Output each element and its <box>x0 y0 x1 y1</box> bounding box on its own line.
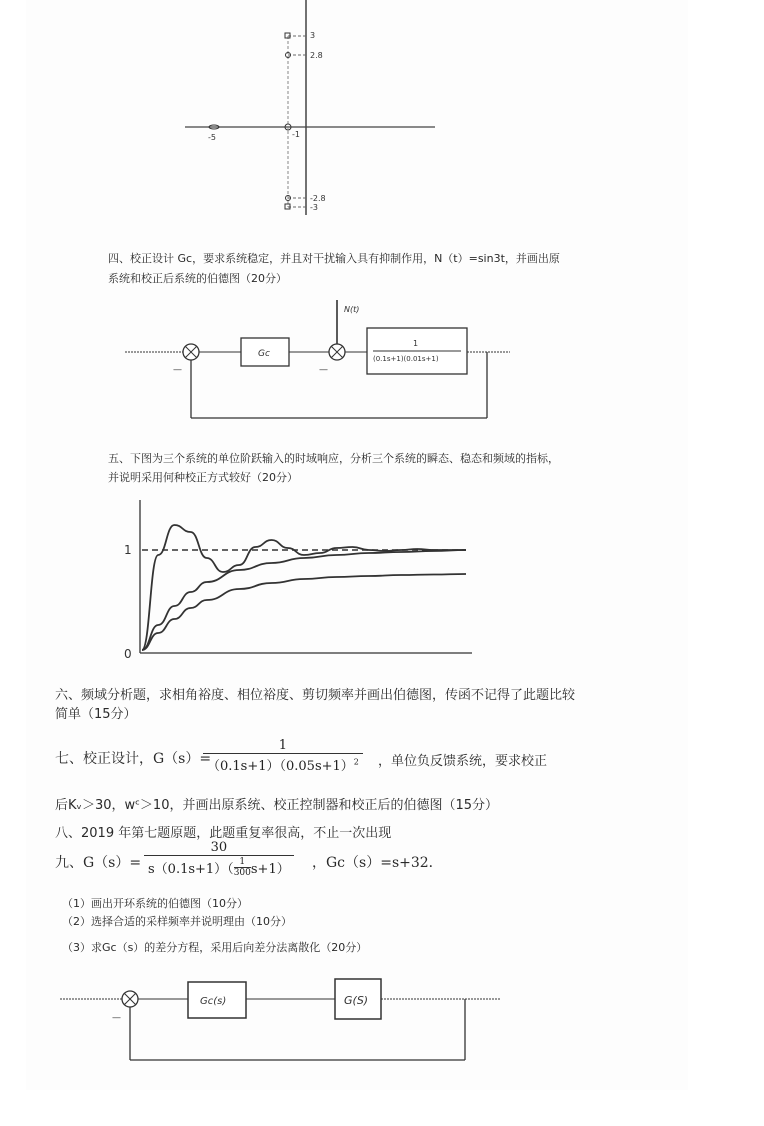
q9-prefix-text: 九、 <box>55 855 83 871</box>
pz-label: 2.8 <box>310 51 323 60</box>
pz-label: -3 <box>310 203 318 212</box>
q7-num: 1 <box>278 738 288 753</box>
q7-den-sup: 2 <box>353 757 359 767</box>
q9-block-diagram <box>60 972 510 1067</box>
q7-fraction <box>203 738 363 774</box>
q9-item-2-score: （10分） <box>245 915 292 928</box>
q6-line2-text: 简单 <box>55 707 82 722</box>
q9-item-2-text: （2）选择合适的采样频率并说明理由 <box>62 915 245 928</box>
minus-sign: — <box>112 1013 121 1023</box>
q6-line2 <box>55 703 137 722</box>
q9-item-3 <box>62 939 367 955</box>
q5-line2-text: 并说明采用何种校正方式较好 <box>108 471 251 484</box>
q8-line: 八、2019 年第七题原题，此题重复率很高，不止一次出现 <box>55 826 392 841</box>
q7-den-text: （0.1s+1）（0.05s+1） <box>207 759 354 774</box>
q5-score: （20分） <box>251 471 298 484</box>
q7-score: （15分） <box>442 798 499 813</box>
series-line-slow <box>142 574 466 650</box>
q4-block-diagram <box>125 298 525 424</box>
minus-sign: — <box>173 365 182 375</box>
q9-item-3-text: （3）求Gc（s）的差分方程，采用后向差分法离散化 <box>62 941 321 954</box>
series-line-underdamped <box>142 525 466 650</box>
q9-den-b: s+1） <box>250 862 290 877</box>
plant-den: (0.1s+1)(0.01s+1) <box>373 355 439 363</box>
step-response-chart <box>110 490 480 670</box>
pz-label: -1 <box>292 130 300 139</box>
q9-fraction <box>144 840 294 878</box>
controller-label: Gc <box>258 349 270 359</box>
q9-item-1-text: （1）画出开环系统的伯德图 <box>62 897 201 910</box>
q5-line1: 五、下图为三个系统的单位阶跃输入的时域响应，分析三个系统的瞬态、稳态和频域的指标， <box>108 452 559 465</box>
controller-label: Gc(s) <box>200 996 227 1007</box>
q9-den <box>144 855 294 878</box>
q9-inner-frac <box>234 857 251 878</box>
q9-inner-den: 300 <box>233 868 251 878</box>
pz-label: -2.8 <box>310 194 326 203</box>
pz-label: -5 <box>208 133 216 142</box>
plant-num: 1 <box>413 339 419 348</box>
y-tick-label: 0 <box>124 647 132 661</box>
q4-line2-text: 系统和校正后系统的伯德图 <box>108 272 240 285</box>
q7-suffix: ，单位负反馈系统，要求校正 <box>378 754 548 769</box>
q9-num: 30 <box>210 840 228 855</box>
q9-item-3-score: （20分） <box>320 941 368 954</box>
q7-line2 <box>55 794 498 813</box>
q9-inner-num: 1 <box>239 857 246 867</box>
q7-prefix <box>55 748 211 768</box>
q7-prefix-text: 七、校正设计， <box>55 751 153 767</box>
pole-zero-plot <box>180 0 440 220</box>
plant-label: G(S) <box>344 994 369 1007</box>
q7-line2-text: 后Kᵥ＞30，wᶜ＞10，并画出原系统、校正控制器和校正后的伯德图 <box>55 798 443 813</box>
disturbance-label: N(t) <box>344 305 360 314</box>
q6-score: （15分） <box>81 707 137 722</box>
q7-den <box>203 753 363 774</box>
series-line-medium <box>142 550 466 650</box>
q9-prefix <box>55 852 141 872</box>
q4-line1: 四、校正设计 Gс，要求系统稳定，并且对干扰输入具有抑制作用，N（t）=sin3t，并画出原 <box>108 252 560 265</box>
y-tick-label: 1 <box>124 543 132 557</box>
q9-gc: ，Gc（s）=s+32． <box>312 855 443 871</box>
q9-den-a: s（0.1s+1）（ <box>148 862 234 877</box>
q7-g-lhs: G（s）= <box>153 751 212 767</box>
q4-score: （20分） <box>240 272 287 285</box>
pz-label: 3 <box>310 31 316 40</box>
q5-line2 <box>108 469 298 485</box>
q9-item-1-score: （10分） <box>201 897 248 910</box>
q4-line2 <box>108 270 287 286</box>
q9-item-1 <box>62 895 248 911</box>
q6-line1: 六、频域分析题，求相角裕度、相位裕度、剪切频率并画出伯德图，传函不记得了此题比较 <box>55 688 576 703</box>
minus-sign: — <box>319 365 328 375</box>
q9-item-2 <box>62 913 292 929</box>
q9-g-lhs: G（s）= <box>83 855 142 871</box>
